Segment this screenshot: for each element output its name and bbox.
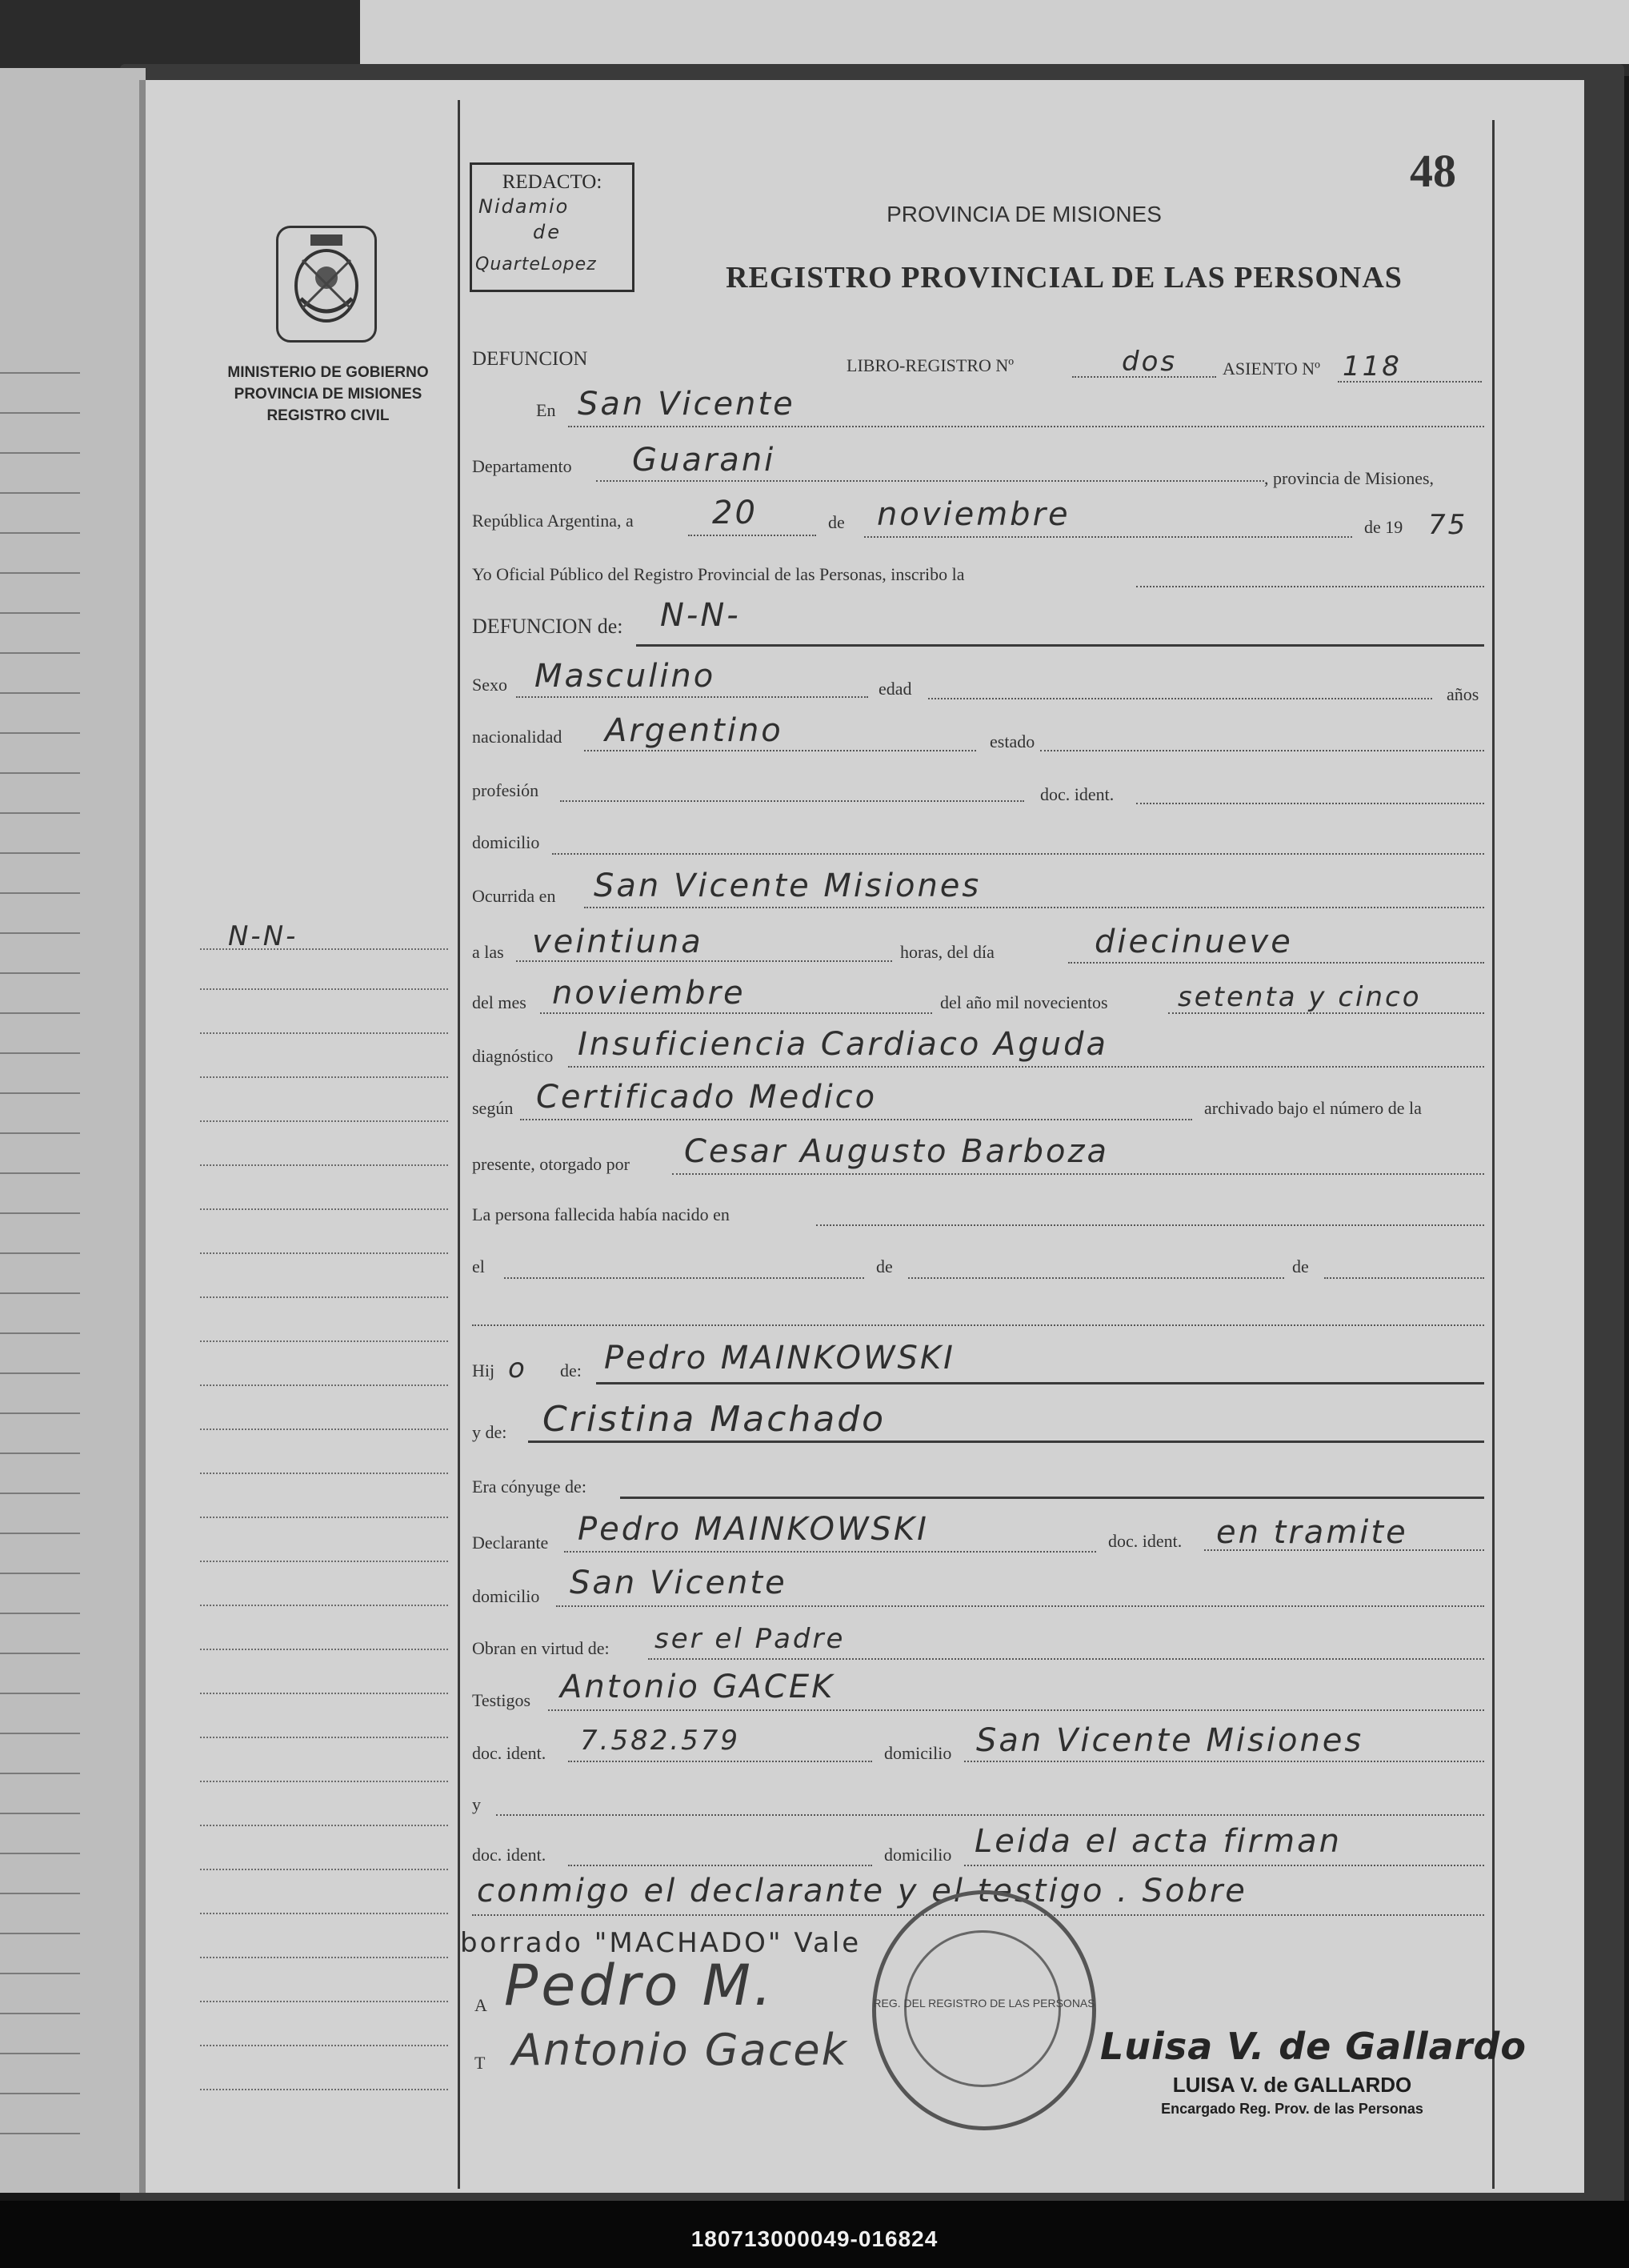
presente-label: presente, otorgado por [472, 1154, 630, 1174]
provincial-coat-of-arms-icon [276, 226, 377, 343]
anios-label: años [1447, 684, 1479, 704]
nacido-de-label-2: de [1292, 1256, 1309, 1276]
page-title: REGISTRO PROVINCIAL DE LAS PERSONAS [726, 261, 1403, 295]
estado-label: estado [990, 731, 1035, 751]
diagnostico-label: diagnóstico [472, 1046, 554, 1066]
testigo1-domicilio-label: domicilio [884, 1743, 952, 1763]
nacido-de-label-1: de [876, 1256, 893, 1276]
departamento-value: Guarani [632, 442, 776, 479]
hijo-de-label: de: [560, 1360, 582, 1380]
testigo2-domicilio-label: domicilio [884, 1845, 952, 1865]
y-de-label: y de: [472, 1422, 507, 1442]
ministry-line-2: PROVINCIA DE MISIONES [234, 386, 422, 403]
redacto-label: REDACTO: [502, 171, 602, 193]
departamento-label: Departamento [472, 456, 572, 476]
a-las-label: a las [472, 942, 504, 962]
sexo-value: Masculino [534, 658, 716, 695]
page-binding [139, 80, 146, 2193]
en-label: En [536, 400, 556, 420]
del-mes-value: noviembre [552, 975, 746, 1012]
obran-value: ser el Padre [654, 1623, 846, 1655]
registry-stamp-text: REG. DEL REGISTRO DE LAS PERSONAS [873, 1997, 1095, 2010]
hijo-label: Hij [472, 1360, 495, 1380]
redacto-line-2: de [533, 221, 562, 243]
anio-texto-value: setenta y cinco [1178, 981, 1422, 1013]
official-title: Encargado Reg. Prov. de las Personas [1161, 2101, 1423, 2117]
t-label: T [474, 2053, 486, 2073]
official-signature: Luisa V. de Gallardo [1100, 2025, 1527, 2068]
domicilio-label: domicilio [472, 832, 540, 852]
act-type: DEFUNCION [472, 348, 588, 370]
official-name: LUISA V. de GALLARDO [1172, 2073, 1412, 2097]
signature-declarante: Pedro M. [504, 1953, 775, 2018]
libro-label: LIBRO-REGISTRO Nº [847, 355, 1015, 375]
closing-line-1: Leida el acta firman [975, 1823, 1342, 1860]
obran-label: Obran en virtud de: [472, 1638, 610, 1658]
nacionalidad-label: nacionalidad [472, 727, 562, 747]
defuncion-de-value: N-N- [660, 597, 741, 634]
redacto-box [470, 162, 634, 292]
padre-value: Pedro MAINKOWSKI [604, 1340, 955, 1376]
diagnostico-value: Insuficiencia Cardiaco Aguda [578, 1026, 1109, 1063]
madre-value: Cristina Machado [542, 1399, 887, 1440]
hora-value: veintiuna [532, 924, 703, 960]
y-label: y [472, 1794, 481, 1814]
declarante-doc-ident-label: doc. ident. [1108, 1531, 1183, 1551]
segun-label: según [472, 1098, 514, 1118]
testigo1-doc-ident-label: doc. ident. [472, 1743, 546, 1763]
a-label: A [474, 1995, 487, 2015]
right-border [1492, 120, 1495, 2189]
nacido-label: La persona fallecida había nacido en [472, 1204, 730, 1224]
declarante-domicilio-label: domicilio [472, 1586, 540, 1606]
profesion-label: profesión [472, 780, 539, 800]
testigo1-value: Antonio GACEK [560, 1669, 835, 1705]
sexo-label: Sexo [472, 675, 507, 695]
image-id-caption: 180713000049-016824 [690, 2226, 939, 2251]
anio-mil-label: del año mil novecientos [940, 992, 1108, 1012]
provincia-suffix: , provincia de Misiones, [1264, 468, 1435, 488]
margin-note: N-N- [228, 920, 298, 952]
declarante-value: Pedro MAINKOWSKI [578, 1511, 929, 1548]
nacionalidad-value: Argentino [605, 712, 783, 749]
anio-value: 75 [1428, 509, 1468, 541]
ministry-line-1: MINISTERIO DE GOBIERNO [227, 364, 429, 381]
dia-value: 20 [712, 495, 758, 531]
closing-line-2: conmigo el declarante y el testigo . Sobre [477, 1873, 1247, 1909]
redacto-line-1: Nidamio [478, 195, 570, 218]
oficial-text: Yo Oficial Público del Registro Provincial de las Personas, inscribo la [472, 564, 965, 584]
official-signature-block [1100, 2025, 1527, 2118]
defuncion-de-label: DEFUNCION de: [472, 615, 623, 638]
ministry-line-3: REGISTRO CIVIL [266, 407, 390, 424]
en-value: San Vicente [578, 386, 795, 423]
declarante-doc-value: en tramite [1216, 1514, 1408, 1551]
asiento-value: 118 [1343, 351, 1402, 383]
margin-divider [458, 100, 460, 2189]
ocurrida-value: San Vicente Misiones [594, 868, 982, 904]
segun-value: Certificado Medico [536, 1079, 878, 1116]
background-paper-top [360, 0, 1629, 64]
asiento-label: ASIENTO Nº [1223, 359, 1320, 379]
edad-label: edad [879, 679, 912, 699]
redacto-line-3: QuarteLopez [475, 254, 597, 274]
testigo1-domicilio-value: San Vicente Misiones [976, 1722, 1364, 1759]
signature-testigo: Antonio Gacek [512, 2025, 848, 2075]
ocurrida-label: Ocurrida en [472, 886, 556, 906]
horas-dia-label: horas, del día [900, 942, 995, 962]
dia-texto-value: diecinueve [1095, 924, 1293, 960]
anio-label: de 19 [1364, 517, 1403, 537]
declarante-domicilio-value: San Vicente [570, 1565, 787, 1601]
testigo2-doc-ident-label: doc. ident. [472, 1845, 546, 1865]
profesion-doc-ident-label: doc. ident. [1040, 784, 1115, 804]
presente-value: Cesar Augusto Barboza [684, 1133, 1109, 1170]
archivado-label: archivado bajo el número de la [1204, 1098, 1422, 1118]
el-label: el [472, 1256, 485, 1276]
province-heading: PROVINCIA DE MISIONES [887, 202, 1162, 226]
mes-value: noviembre [877, 496, 1071, 533]
ministry-heading [204, 362, 452, 427]
closing-line-3: borrado "MACHADO" Vale [460, 1927, 862, 1959]
hijo-suffix: o [508, 1352, 527, 1384]
testigos-label: Testigos [472, 1690, 531, 1710]
del-mes-label: del mes [472, 992, 526, 1012]
testigo1-doc-value: 7.582.579 [580, 1725, 741, 1757]
page-number: 48 [1410, 145, 1456, 197]
libro-value: dos [1122, 346, 1178, 378]
conyuge-label: Era cónyuge de: [472, 1477, 586, 1497]
republica-label: República Argentina, a [472, 511, 634, 531]
de-label: de [828, 512, 845, 532]
left-page [0, 68, 146, 2193]
declarante-label: Declarante [472, 1533, 549, 1553]
